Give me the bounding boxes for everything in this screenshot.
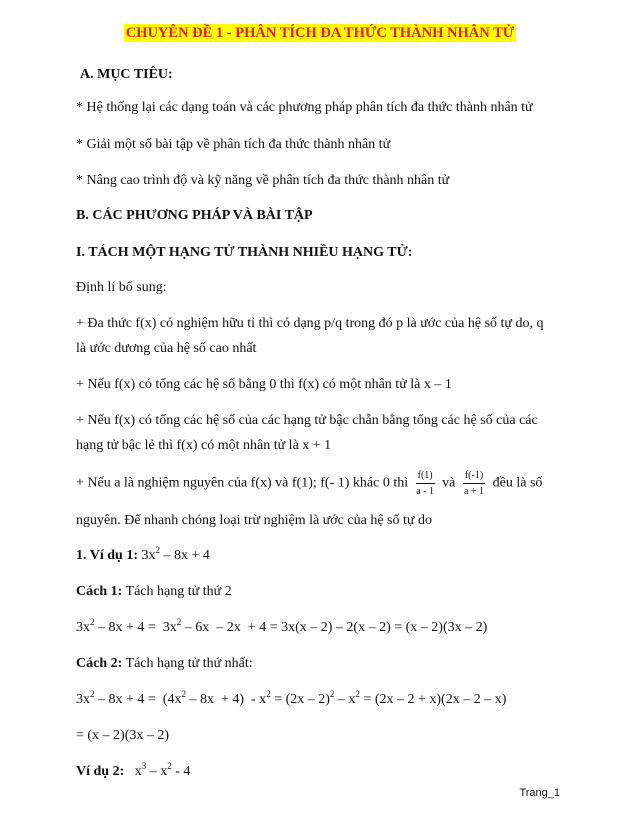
page-number: Trang_1	[519, 787, 560, 799]
fraction-f1-denominator: a - 1	[416, 485, 434, 497]
fraction-f1-numerator: f(1)	[416, 470, 435, 484]
way-2-result: = (x – 2)(3x – 2)	[76, 728, 170, 743]
example-1-line	[76, 545, 210, 564]
objective-item-2: * Giải một số bài tập về phân tích đa thức thành nhân tử	[76, 137, 391, 152]
theorem-point-3-line-2: hạng tử bậc lẻ thì f(x) có một nhân tử là x + 1	[76, 438, 332, 453]
example-2-line	[76, 761, 191, 780]
way-2-label: Cách 2:	[76, 656, 123, 671]
objective-item-3: * Nâng cao trình độ và kỹ năng về phân tích đa thức thành nhân tử	[76, 173, 450, 188]
way-2-text: Tách hạng tử thứ nhất:	[125, 656, 253, 671]
theorem-point-1-line-2: là ước dương của hệ số cao nhất	[76, 341, 257, 356]
way-2-line	[76, 656, 253, 672]
theorem-point-3-line-1: + Nếu f(x) có tổng các hệ số của các hạng tử bậc chẵn bằng tổng các hệ số của các	[76, 413, 538, 428]
theorem-point-4-line-1	[76, 470, 542, 497]
section-b-heading: B. CÁC PHƯƠNG PHÁP VÀ BÀI TẬP	[76, 208, 313, 223]
theorem-point-4-text: + Nếu a là nghiệm nguyên của f(x) và f(1); f(- 1) khác 0 thì	[76, 475, 409, 491]
theorem-point-2: + Nếu f(x) có tổng các hệ số bằng 0 thì f(x) có một nhân tử là x – 1	[76, 377, 452, 392]
fraction-f-minus-1-numerator: f(-1)	[463, 470, 485, 484]
example-1-expression: $3x^2 - 8x + 4$	[141, 545, 210, 563]
example-2-label: Ví dụ 2:	[76, 764, 125, 779]
way-2-equation: $3x^2 - 8x + 4 = (4x^2 - 8x + 4) - x^2 = (2x - 2)^2 - x^2 = (2x - 2 + x)(2x - 2 - x)$	[76, 689, 507, 707]
theorem-point-4-and: và	[442, 475, 456, 491]
theorem-point-4-tail: đều là số	[492, 475, 543, 491]
example-1-label: 1. Ví dụ 1:	[76, 548, 138, 563]
example-2-expression: $x^3 - x^2 - 4$	[127, 761, 191, 779]
fraction-f-minus-1	[463, 470, 485, 497]
way-1-line	[76, 584, 232, 600]
fraction-f-minus-1-denominator: a + 1	[463, 485, 485, 497]
way-1-label: Cách 1:	[76, 584, 123, 599]
page-title: CHUYÊN ĐỀ 1 - PHÂN TÍCH ĐA THỨC THÀNH NHÂN TỬ	[125, 25, 515, 41]
fraction-f1	[416, 470, 435, 497]
theorem-point-4-line-2: nguyên. Để nhanh chóng loại trừ nghiệm là ước của hệ số tự do	[76, 513, 432, 528]
section-a-heading: A. MỤC TIÊU:	[80, 67, 173, 82]
way-1-equation: $3x^2 - 8x + 4 = 3x^2 - 6x - 2x + 4 = 3x(x - 2) - 2(x - 2) = (x - 2)(3x - 2)$	[76, 617, 488, 635]
section-i-heading: I. TÁCH MỘT HẠNG TỬ THÀNH NHIỀU HẠNG TỬ:	[76, 245, 413, 260]
theorem-label: Định lí bổ sung:	[76, 280, 167, 295]
objective-item-1: * Hệ thống lại các dạng toán và các phương pháp phân tích đa thức thành nhân tử	[76, 100, 533, 115]
theorem-point-1-line-1: + Đa thức f(x) có nghiệm hữu tỉ thì có dạng p/q trong đó p là ước của hệ số tự do, q	[76, 316, 544, 331]
way-1-text: Tách hạng tử thứ 2	[125, 584, 232, 599]
